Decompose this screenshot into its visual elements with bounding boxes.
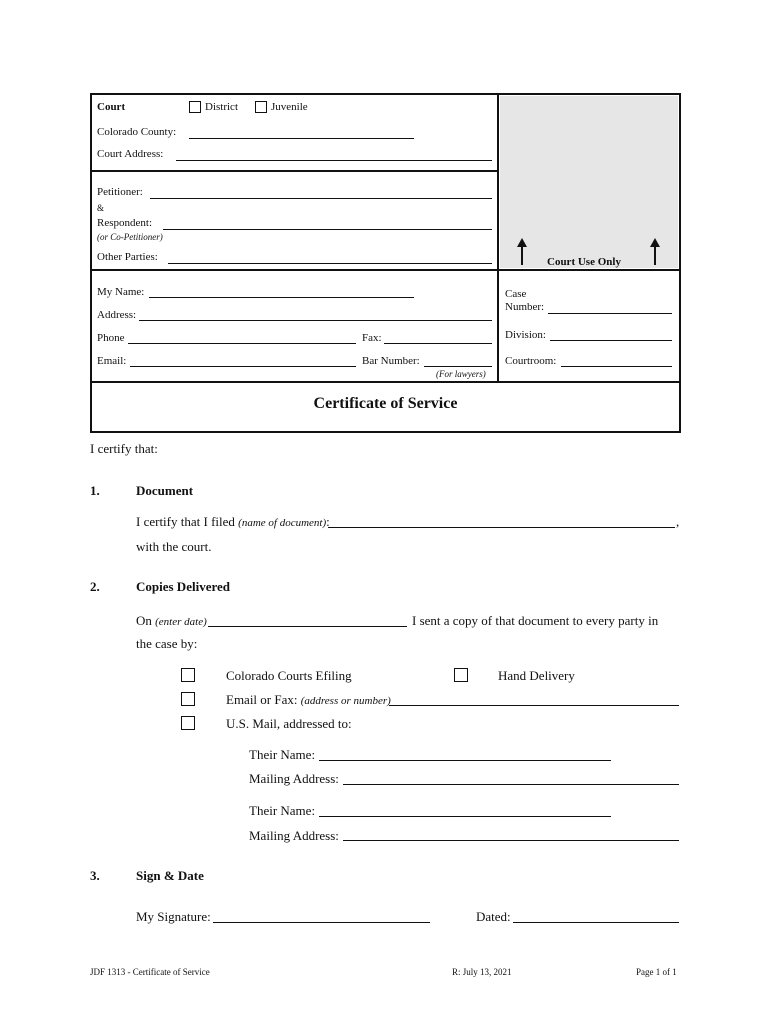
dated-field[interactable]	[513, 922, 679, 923]
courtroom-label: Courtroom:	[505, 355, 557, 367]
fax-label: Fax:	[362, 332, 382, 344]
bar-number-field[interactable]	[424, 366, 492, 367]
my-name-field[interactable]	[149, 297, 414, 298]
their-name-field-1[interactable]	[319, 760, 611, 761]
division-field[interactable]	[550, 340, 672, 341]
phone-label: Phone	[97, 332, 125, 344]
their-name-field-2[interactable]	[319, 816, 611, 817]
signature-label: My Signature:	[136, 909, 211, 924]
petitioner-label: Petitioner:	[97, 186, 143, 198]
efiling-checkbox[interactable]	[181, 668, 195, 682]
dated-label: Dated:	[476, 909, 511, 924]
juvenile-checkbox[interactable]	[255, 101, 267, 113]
mailing-address-field-2[interactable]	[343, 840, 679, 841]
email-fax-field[interactable]	[389, 705, 679, 706]
court-address-field[interactable]	[176, 160, 492, 161]
efiling-label: Colorado Courts Efiling	[226, 668, 352, 683]
for-lawyers-note: (For lawyers)	[436, 369, 486, 379]
email-field[interactable]	[130, 366, 356, 367]
on-date-text: On (enter date)	[136, 613, 207, 628]
hand-delivery-label: Hand Delivery	[498, 668, 575, 683]
section-1-heading: Document	[136, 483, 194, 498]
caption-divider-parties	[90, 170, 498, 172]
address-label: Address:	[97, 309, 137, 321]
section-2-heading: Copies Delivered	[136, 579, 230, 594]
case-number-field[interactable]	[548, 313, 672, 314]
form-title: Certificate of Service	[313, 395, 458, 412]
respondent-field[interactable]	[163, 229, 492, 230]
juvenile-label: Juvenile	[271, 101, 308, 113]
email-fax-label: Email or Fax: (address or number)	[226, 692, 391, 707]
county-label: Colorado County:	[97, 126, 177, 138]
delivery-date-field[interactable]	[208, 626, 407, 627]
caption-divider-title	[90, 381, 681, 383]
case-label: Case	[505, 288, 527, 300]
district-label: District	[205, 101, 238, 113]
county-field[interactable]	[189, 138, 414, 139]
mailing-address-field-1[interactable]	[343, 784, 679, 785]
intro-text: I certify that:	[90, 441, 158, 456]
petitioner-field[interactable]	[150, 198, 492, 199]
courtroom-field[interactable]	[561, 366, 672, 367]
mail-checkbox[interactable]	[181, 716, 195, 730]
document-name-field[interactable]	[328, 527, 675, 528]
caption-divider-filer	[90, 269, 681, 271]
their-name-label: Their Name:	[249, 747, 316, 762]
mailing-address-label: Mailing Address:	[249, 828, 339, 843]
section-3-number: 3.	[90, 868, 100, 883]
fax-field[interactable]	[384, 343, 492, 344]
arrow-up-icon	[647, 238, 663, 266]
bar-number-label: Bar Number:	[362, 355, 420, 367]
division-label: Division:	[505, 329, 546, 341]
footer-page: Page 1 of 1	[636, 967, 677, 977]
mailing-address-label: Mailing Address:	[249, 771, 339, 786]
their-name-label: Their Name:	[249, 803, 316, 818]
document-comma: ,	[676, 514, 680, 529]
arrow-up-icon	[514, 238, 530, 266]
signature-field[interactable]	[213, 922, 430, 923]
ampersand: &	[97, 203, 105, 213]
email-label: Email:	[97, 355, 127, 367]
section-1-number: 1.	[90, 483, 100, 498]
court-address-label: Court Address:	[97, 148, 164, 160]
court-label: Court	[97, 101, 126, 113]
document-text-b: with the court.	[136, 539, 212, 554]
document-text: I certify that I filed (name of document):	[136, 514, 330, 529]
caption-divider-vertical	[497, 93, 499, 383]
address-field[interactable]	[139, 320, 492, 321]
number-label: Number:	[505, 301, 545, 313]
other-parties-field[interactable]	[168, 263, 492, 264]
footer-revision: R: July 13, 2021	[452, 967, 512, 977]
co-petitioner-note: (or Co-Petitioner)	[97, 232, 163, 242]
footer-form-id: JDF 1313 - Certificate of Service	[90, 967, 210, 977]
respondent-label: Respondent:	[97, 217, 152, 229]
phone-field[interactable]	[128, 343, 356, 344]
court-use-only-label: Court Use Only	[547, 256, 621, 268]
section-3-heading: Sign & Date	[136, 868, 204, 883]
email-fax-checkbox[interactable]	[181, 692, 195, 706]
district-checkbox[interactable]	[189, 101, 201, 113]
my-name-label: My Name:	[97, 286, 145, 298]
copy-text: I sent a copy of that document to every party in	[412, 613, 659, 628]
section-2-number: 2.	[90, 579, 100, 594]
mail-label: U.S. Mail, addressed to:	[226, 716, 352, 731]
hand-delivery-checkbox[interactable]	[454, 668, 468, 682]
copy-text-b: the case by:	[136, 636, 198, 651]
other-parties-label: Other Parties:	[97, 251, 158, 263]
